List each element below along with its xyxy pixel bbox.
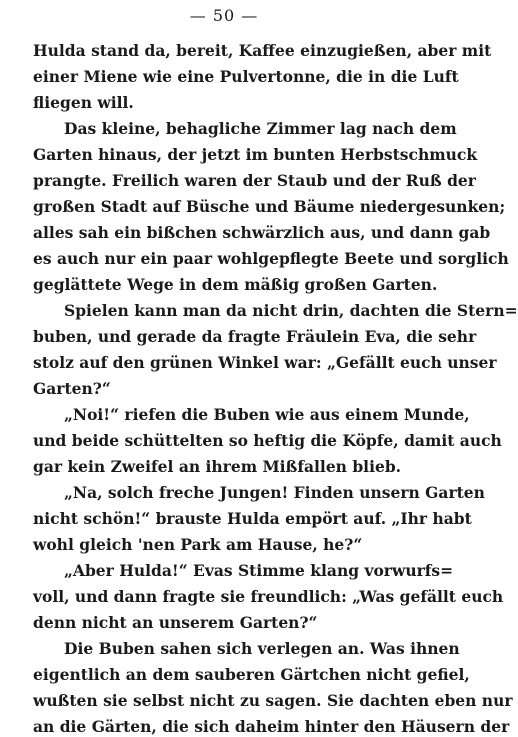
text-line: und beide schüttelten so heftig die Köpfe, damit auch [33,431,502,450]
text-line: einer Miene wie eine Pulvertonne, die in die Luft [33,67,459,86]
text-line: Das kleine, behagliche Zimmer lag nach dem [64,119,457,138]
text-line: „Na, solch freche Jungen! Finden unsern Garten [64,483,485,502]
text-line: geglättete Wege in dem mäßig großen Garten. [33,275,438,294]
text-line: prangte. Freilich waren der Staub und der Ruß der [33,171,476,190]
text-line: wohl gleich 'nen Park am Hause, he?“ [33,535,363,554]
text-line: buben, und gerade da fragte Fräulein Eva, die sehr [33,327,477,346]
text-line: Die Buben sahen sich verlegen an. Was ihnen [64,639,460,658]
text-line: denn nicht an unserem Garten?“ [33,613,318,632]
text-line: alles sah ein bißchen schwärzlich aus, und dann gab [33,223,491,242]
text-line: eigentlich an dem sauberen Gärtchen nicht gefiel, [33,665,470,684]
text-line: großen Stadt auf Büsche und Bäume niedergesunken; [33,197,506,216]
text-line: fliegen will. [33,93,134,112]
text-line: gar kein Zweifel an ihrem Mißfallen blieb. [33,457,402,476]
text-line: Hulda stand da, bereit, Kaffee einzugießen, aber mit [33,41,492,60]
text-line: stolz auf den grünen Winkel war: „Gefällt euch unser [33,353,497,372]
text-line: wußten sie selbst nicht zu sagen. Sie dachten eben nur [33,691,513,710]
text-line: Spielen kann man da nicht drin, dachten die Stern= [64,301,518,320]
text-line: „Noi!“ riefen die Buben wie aus einem Munde, [64,405,470,424]
text-line: Garten hinaus, der jetzt im bunten Herbstschmuck [33,145,478,164]
text-line: „Aber Hulda!“ Evas Stimme klang vorwurfs= [64,561,454,580]
text-line: an die Gärten, die sich daheim hinter den Häusern der [33,717,510,736]
text-line: voll, und dann fragte sie freundlich: „Was gefällt euch [33,587,504,606]
text-line: nicht schön!“ brauste Hulda empört auf. „Ihr habt [33,509,472,528]
page-number: — 50 — [189,6,259,25]
text-line: Garten?“ [33,379,111,398]
text-line: es auch nur ein paar wohlgepflegte Beete und sorglich [33,249,509,268]
